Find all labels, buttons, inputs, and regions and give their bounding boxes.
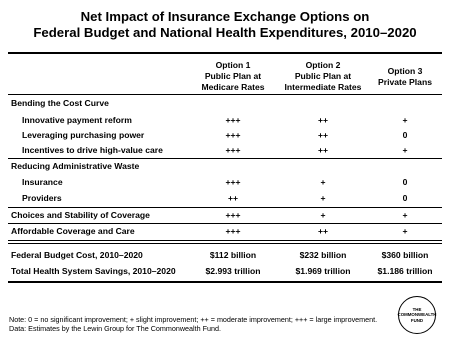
row-rule — [8, 240, 442, 241]
table-row-affordable: Affordable Coverage and Care +++ ++ + — [11, 226, 408, 236]
top-rule — [8, 52, 442, 54]
commonwealth-fund-logo: THE COMMONWEALTH FUND — [398, 296, 436, 334]
footnote-legend: Note: 0 = no significant improvement; + slight improvement; ++ = moderate improvement; +++ = large improvement. — [9, 315, 378, 324]
page-title — [0, 9, 450, 41]
table-row-savings: Total Health System Savings, 2010–2020 $2.993 trillion $1.969 trillion $1.186 trillion — [11, 266, 433, 276]
title-line-1: Net Impact of Insurance Exchange Options on — [80, 9, 370, 24]
footnote-source: Data: Estimates by the Lewin Group for The Commonwealth Fund. — [9, 324, 221, 333]
section-reducing: Reducing Administrative Waste — [11, 161, 140, 171]
table-row-providers: Providers ++ + 0 — [22, 193, 408, 203]
footnote — [9, 315, 377, 333]
table-row-innovative: Innovative payment reform +++ ++ + — [22, 115, 408, 125]
table-row-choices: Choices and Stability of Coverage +++ + + — [11, 210, 408, 220]
bottom-rule — [8, 281, 442, 283]
row-rule — [8, 223, 442, 224]
table-row-incentives: Incentives to drive high-value care +++ ++ + — [22, 145, 408, 155]
section-bending: Bending the Cost Curve — [11, 98, 109, 108]
table-row-leveraging: Leveraging purchasing power +++ ++ 0 — [22, 130, 408, 140]
table-row-insurance: Insurance +++ + 0 — [22, 177, 408, 187]
row-rule — [8, 158, 442, 159]
column-header-option-1: Option 1 Public Plan at Medicare Rates — [201, 60, 265, 92]
header-rule — [8, 94, 442, 95]
column-header-option-2: Option 2 Public Plan at Intermediate Rates — [284, 60, 362, 92]
table-row-budget: Federal Budget Cost, 2010–2020 $112 billion $232 billion $360 billion — [11, 250, 429, 260]
row-rule — [8, 207, 442, 208]
title-line-2: Federal Budget and National Health Expenditures, 2010–2020 — [33, 25, 417, 40]
column-header-option-3: Option 3 Private Plans — [378, 66, 432, 87]
row-rule-double — [8, 243, 442, 244]
